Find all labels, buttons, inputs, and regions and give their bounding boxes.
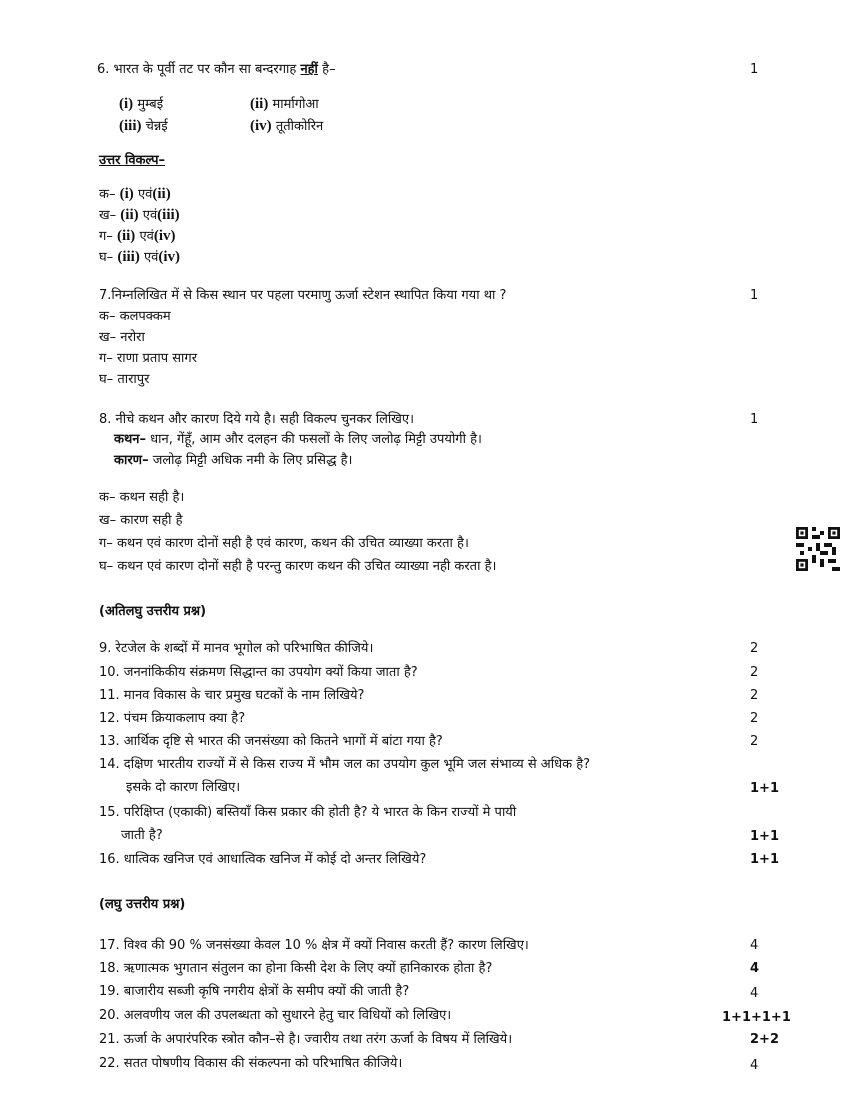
question-9: 9. रेटजेल के शब्दों में मानव भूगोल को परिभाषित कीजिये। [99, 641, 374, 656]
question-16: 16. धात्विक खनिज एवं आधात्विक खनिज में कोई दो अन्तर लिखिये? [99, 852, 427, 867]
question-text: 6. भारत के पूर्वी तट पर कौन सा बन्दरगाह [97, 62, 297, 77]
q8-option: ग– कथन एवं कारण दोनों सही है एवं कारण, कथन की उचित व्याख्या करता है। [99, 536, 469, 551]
question-6 [97, 62, 335, 78]
question-8: 8. नीचे कथन और कारण दिये गये है। सही विकल्प चुनकर लिखिए। [99, 412, 415, 427]
option-i [119, 96, 163, 113]
qr-code-icon [796, 527, 840, 571]
question-19: 19. बाजारीय सब्जी कृषि नगरीय क्षेत्रों के समीप क्यों की जाती है? [99, 984, 410, 999]
q7-option: ख– नरोरा [99, 330, 145, 345]
answer-option-ka: क– (i) एवं(ii) [99, 186, 171, 202]
q8-option: ख– कारण सही है [99, 513, 183, 528]
marks-q7: 1 [750, 288, 759, 303]
option-number: (i) [119, 96, 134, 112]
option-number: (iv) [250, 118, 272, 134]
marks: 2+2 [750, 1032, 779, 1047]
marks: 2 [750, 688, 759, 703]
emphasis-not: नहीं [300, 62, 318, 77]
question-10: 10. जननांकिकीय संक्रमण सिद्धान्त का उपयोग क्यों किया जाता है? [99, 665, 418, 680]
question-17: 17. विश्व की 90 % जनसंख्या केवल 10 % क्षेत्र में क्यों निवास करती हैं? कारण लिखिए। [99, 938, 529, 953]
marks-q6: 1 [750, 62, 759, 77]
question-tail: है– [322, 62, 336, 77]
reason-text: जलोढ़ मिट्टी अधिक नमी के लिए प्रसिद्ध है। [152, 453, 353, 468]
assertion-text: धान, गेंहूँ, आम और दलहन की फसलों के लिए जलोढ़ मिट्टी उपयोगी है। [150, 432, 482, 447]
marks: 1+1 [750, 852, 779, 867]
question-13: 13. आर्थिक दृष्टि से भारत की जनसंख्या को कितने भागों में बांटा गया है? [99, 734, 443, 749]
marks: 4 [750, 938, 759, 953]
assertion [114, 432, 482, 448]
marks: 4 [750, 961, 760, 976]
option-ii [250, 96, 319, 113]
marks: 1+1+1+1 [722, 1010, 791, 1025]
reason-label: कारण– [114, 453, 149, 468]
q7-option: क– कलपक्कम [99, 309, 171, 324]
option-label: मार्मागोआ [272, 97, 319, 112]
question-21: 21. ऊर्जा के अपारंपरिक स्त्रोत कौन–से है। ज्वारीय तथा तरंग ऊर्जा के विषय में लिखिये। [99, 1032, 513, 1047]
q7-option: ग– राणा प्रताप सागर [99, 351, 198, 366]
marks: 2 [750, 641, 759, 656]
question-12: 12. पंचम क्रियाकलाप क्या है? [99, 711, 246, 726]
question-14: 14. दक्षिण भारतीय राज्यों में से किस राज्य में भौम जल का उपयोग कुल भूमि जल संभाव्य से अधिक है? [99, 757, 590, 772]
option-number: (iii) [119, 118, 142, 134]
option-label: तूतीकोरिन [275, 119, 324, 134]
option-label: चेन्नई [145, 119, 168, 134]
marks: 2 [750, 665, 759, 680]
marks: 4 [750, 986, 759, 1001]
question-15: 15. परिक्षिप्त (एकाकी) बस्तियाँ किस प्रकार की होती है? ये भारत के किन राज्यों मे पायी [99, 805, 517, 820]
question-22: 22. सतत पोषणीय विकास की संकल्पना को परिभाषित कीजिये। [99, 1056, 403, 1071]
marks: 1+1 [750, 781, 779, 796]
answer-option-gha: घ– (iii) एवं(iv) [99, 249, 181, 265]
answer-option-ga: ग– (ii) एवं(iv) [99, 228, 176, 244]
q8-option: क– कथन सही है। [99, 490, 185, 505]
assertion-label: कथन– [114, 432, 147, 447]
question-15-continued: जाती है? [121, 828, 163, 843]
q7-option: घ– तारापुर [99, 372, 150, 387]
q8-option: घ– कथन एवं कारण दोनों सही है परन्तु कारण कथन की उचित व्याख्या नही करता है। [99, 559, 497, 574]
question-20: 20. अलवणीय जल की उपलब्धता को सुधारने हेतु चार विधियों को लिखिए। [99, 1008, 452, 1023]
marks: 2 [750, 711, 759, 726]
option-iv [250, 118, 323, 135]
marks-q8: 1 [750, 412, 759, 427]
option-iii [119, 118, 168, 135]
question-14-continued: इसके दो कारण लिखिए। [126, 780, 241, 795]
section-heading-very-short: (अतिलघु उत्तरीय प्रश्न) [99, 604, 207, 619]
marks: 4 [750, 1058, 759, 1073]
reason [114, 453, 352, 469]
marks: 2 [750, 734, 759, 749]
marks: 1+1 [750, 829, 779, 844]
answer-options-heading: उत्तर विकल्प– [99, 153, 165, 168]
section-heading-short: (लघु उत्तरीय प्रश्न) [99, 897, 186, 912]
question-7: 7.निम्नलिखित में से किस स्थान पर पहला परमाणु ऊर्जा स्टेशन स्थापित किया गया था ? [99, 288, 507, 303]
question-18: 18. ऋणात्मक भुगतान संतुलन का होना किसी देश के लिए क्यों हानिकारक होता है? [99, 961, 493, 976]
answer-option-kha: ख– (ii) एवं(iii) [99, 207, 180, 223]
option-number: (ii) [250, 96, 269, 112]
option-label: मुम्बई [137, 97, 164, 112]
question-11: 11. मानव विकास के चार प्रमुख घटकों के नाम लिखिये? [99, 688, 365, 703]
